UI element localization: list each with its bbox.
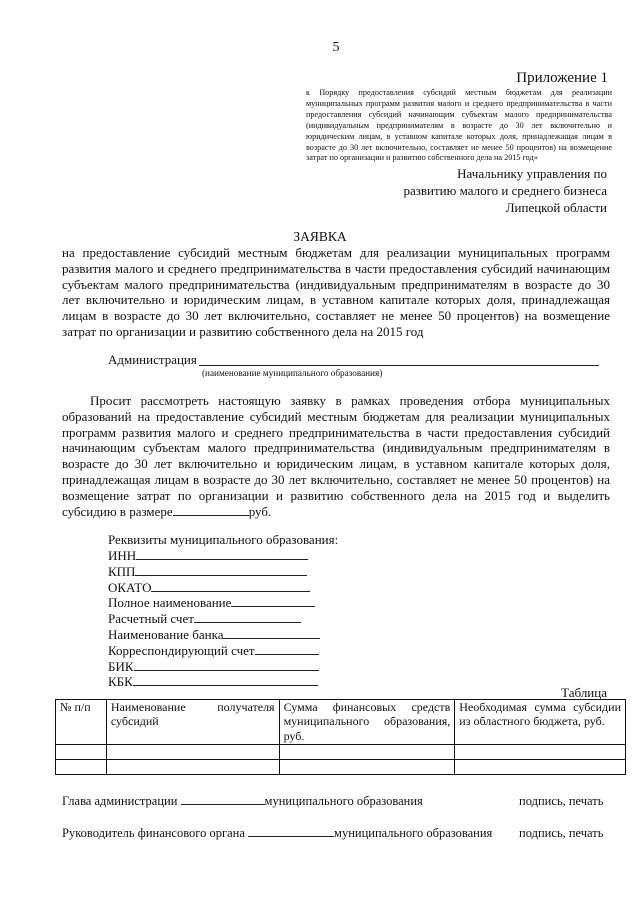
table-cell[interactable] <box>56 760 107 775</box>
requisite-row-kpp <box>108 564 320 580</box>
table-cell[interactable] <box>106 745 279 760</box>
table-cell[interactable] <box>279 760 455 775</box>
table-label: Таблица <box>561 685 607 700</box>
requisite-label: Полное наименование <box>108 595 232 611</box>
requisite-field-kpp[interactable] <box>135 564 307 576</box>
application-subject: на предоставление субсидий местным бюджетам для реализации муниципальных программ развития малого и среднего предпринимательства в части предоставления субсидий начинающим субъектам малого предпринимательства (индивидуальным предпринимателям в возрасте до 30 лет включительно и юридическим лицам, в уставном капитале которых доля, принадлежащая лицам в возрасте до 30 лет включительно, составляет не менее 50 процентов) на возмещение затрат по организации и развитию собственного дела на 2015 год <box>62 245 610 339</box>
table-row <box>56 760 626 775</box>
request-text: Просит рассмотреть настоящую заявку в рамках проведения отбора муниципальных образований на предоставление субсидий местным бюджетам для реализации муниципальных программ развития малого и среднего предпринимательства в части предоставления субсидий начинающим субъектам малого предпринимательства (индивидуальным предпринимателям в возрасте до 30 лет включительно и юридическим лицам, в уставном капитале которых доля, принадлежащая лицам в возрасте до 30 лет включительно, составляет не менее 50 процентов) на возмещение затрат по организации и развитию собственного дела на 2015 год и выделить субсидию в <box>62 393 610 519</box>
requisite-row-kbk <box>108 674 320 690</box>
amount-suffix: руб. <box>248 503 272 519</box>
head-signature-label: Глава администрации <box>62 794 178 808</box>
requisite-label: ОКАТО <box>108 579 152 595</box>
head-signature-line <box>62 794 423 809</box>
requisite-row-bik <box>108 659 320 675</box>
header-recipient: Наименование получателя субсидий <box>106 700 279 745</box>
appendix-reference: к Порядку предоставления субсидий местным бюджетам для реализации муниципальных программ развития малого и среднего предпринимательства в части предоставления субсидий начинающим субъектам малого предпринимательства (индивидуальным предпринимателям в возрасте до 30 лет включительно и юридическим лицам, в уставном капитале которых доля, принадлежащая лицам в возрасте до 30 лет включительно, составляет не менее 50 процентов) на возмещение затрат по организации и развитию собственного дела на 2015 год» <box>306 88 612 163</box>
administration-label: Администрация <box>108 352 197 367</box>
requisite-label: ИНН <box>108 548 137 563</box>
requisite-field-full-name[interactable] <box>231 595 315 607</box>
requisite-row-corr-account <box>108 643 320 659</box>
requisite-row-okato <box>108 580 320 596</box>
table-cell[interactable] <box>279 745 455 760</box>
requisite-label: КПП <box>108 563 136 579</box>
table-cell[interactable] <box>106 760 279 775</box>
requisite-field-corr-account[interactable] <box>255 643 319 655</box>
finance-signature-line <box>62 826 492 841</box>
requisite-row-inn <box>108 548 320 564</box>
amount-field[interactable] <box>173 504 249 516</box>
finance-signature-middle: муниципального образования <box>334 826 493 840</box>
requisite-label: Корреспондирующий счет <box>108 642 255 658</box>
requisite-row-account <box>108 611 320 627</box>
requisite-field-kbk[interactable] <box>133 674 318 686</box>
table-row <box>56 745 626 760</box>
requisite-label: БИК <box>108 658 134 674</box>
requisite-field-bik[interactable] <box>134 659 319 671</box>
table-header-row <box>56 700 626 745</box>
head-municipality-field[interactable] <box>181 794 265 805</box>
requisite-row-bank-name <box>108 627 320 643</box>
header-number: № п/п <box>56 700 107 745</box>
request-paragraph <box>62 393 610 519</box>
requisite-label: Расчетный счет <box>108 611 194 627</box>
requisite-field-account[interactable] <box>194 611 301 623</box>
head-signature-stamp: подпись, печать <box>519 794 604 808</box>
finance-municipality-field[interactable] <box>248 826 334 837</box>
document-title: ЗАЯВКА <box>293 229 347 244</box>
requisite-field-okato[interactable] <box>151 580 310 592</box>
header-municipal-funds: Сумма финансовых средств муниципального образования, руб. <box>279 700 455 745</box>
header-regional-subsidy: Необходимая сумма субсидии из областного бюджета, руб. <box>455 700 626 745</box>
addressee-line-1: Начальнику управления по <box>457 166 607 181</box>
requisite-field-inn[interactable] <box>136 548 308 560</box>
administration-caption: (наименование муниципального образования) <box>202 368 383 378</box>
addressee-line-3: Липецкой области <box>505 200 607 215</box>
finance-signature-label: Руководитель финансового органа <box>62 826 245 840</box>
requisite-label: Наименование банка <box>108 626 224 642</box>
amount-prefix: размере <box>129 503 173 519</box>
table-cell[interactable] <box>56 745 107 760</box>
addressee-block <box>404 165 608 216</box>
appendix-title: Приложение 1 <box>516 70 608 86</box>
table-cell[interactable] <box>455 760 626 775</box>
table-cell[interactable] <box>455 745 626 760</box>
requisites-title: Реквизиты муниципального образования: <box>108 532 339 547</box>
page-number: 5 <box>332 40 340 55</box>
addressee-line-2: развитию малого и среднего бизнеса <box>403 183 607 198</box>
head-signature-middle: муниципального образования <box>264 794 423 808</box>
requisite-label: КБК <box>108 674 133 690</box>
requisite-field-bank-name[interactable] <box>223 627 320 639</box>
requisites-list <box>108 548 320 690</box>
administration-name-field[interactable] <box>199 365 599 366</box>
finance-signature-stamp: подпись, печать <box>519 826 604 840</box>
subsidy-table <box>55 699 626 775</box>
requisite-row-full-name <box>108 595 320 611</box>
